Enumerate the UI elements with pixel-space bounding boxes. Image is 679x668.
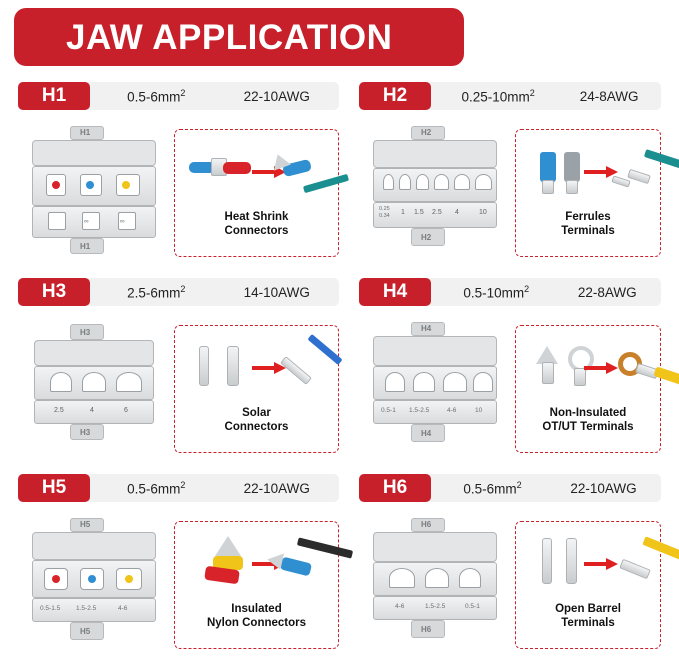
card-header-h1 <box>18 82 339 110</box>
spec-mm-h2: $0.25-10mm^2$ <box>461 87 535 105</box>
spec-awg-h5: 22-10AWG <box>243 480 310 496</box>
application-caption-h2: Ferrules Terminals <box>561 211 615 238</box>
spec-awg-h1: 22-10AWG <box>243 88 310 104</box>
application-art-h6 <box>516 528 660 602</box>
application-caption-h1: Heat Shrink Connectors <box>224 211 289 238</box>
application-art-h2 <box>516 136 660 210</box>
application-caption-h4: Non-Insulated OT/UT Terminals <box>542 407 634 434</box>
card-body-h4 <box>359 310 661 468</box>
die-top-label-h3: H3 <box>80 328 91 337</box>
die-h5: H5 0.5-1.5 1.5-2.5 4-6 H5 <box>26 518 162 652</box>
jaw-card-h6 <box>349 468 671 664</box>
die-h3: H3 2.5 4 6 H3 <box>26 322 162 456</box>
arrow-icon-h6 <box>584 558 618 570</box>
card-header-h4 <box>359 278 661 306</box>
title-banner <box>14 8 464 66</box>
application-box-h3 <box>174 325 339 453</box>
die-bottom-label-h3: H3 <box>80 428 91 437</box>
jaw-card-h1 <box>8 76 349 272</box>
jaw-card-h4 <box>349 272 671 468</box>
jaw-chip-h6: H6 <box>359 474 431 502</box>
jaw-chip-h1: H1 <box>18 82 90 110</box>
die-h1: H1 ∞ ∞ H1 <box>26 126 162 260</box>
die-top-label-h4: H4 <box>421 324 432 333</box>
die-top-label-h6: H6 <box>421 520 432 529</box>
card-header-h3 <box>18 278 339 306</box>
card-body-h5 <box>18 506 339 664</box>
jaw-chip-h5: H5 <box>18 474 90 502</box>
application-art-h5 <box>175 528 338 602</box>
card-body-h2 <box>359 114 661 272</box>
jaw-illustration-h1 <box>18 118 170 268</box>
application-box-h1 <box>174 129 339 257</box>
spec-awg-h6: 22-10AWG <box>570 480 637 496</box>
page-title: JAW APPLICATION <box>66 17 393 57</box>
jaw-illustration-h2 <box>359 118 511 268</box>
jaw-chip-h2: H2 <box>359 82 431 110</box>
die-h4: H4 0.5-1 1.5-2.5 4-6 10 H4 <box>367 322 503 456</box>
jaw-card-h2 <box>349 76 671 272</box>
arrow-icon-h4 <box>584 362 618 374</box>
die-top-label-h2: H2 <box>421 128 432 137</box>
spec-mm-h6: $0.5-6mm^2$ <box>463 479 522 497</box>
die-bottom-label-h1: H1 <box>80 242 91 251</box>
jaw-card-grid <box>8 76 671 664</box>
spec-bar-h2 <box>425 82 661 110</box>
application-box-h2 <box>515 129 661 257</box>
jaw-illustration-h6 <box>359 510 511 660</box>
jaw-chip-h4: H4 <box>359 278 431 306</box>
card-header-h6 <box>359 474 661 502</box>
card-header-h2 <box>359 82 661 110</box>
application-art-h1 <box>175 136 338 210</box>
spec-awg-h3: 14-10AWG <box>243 284 310 300</box>
die-bottom-label-h2: H2 <box>421 233 432 242</box>
die-top-label-h1: H1 <box>80 128 91 137</box>
application-box-h6 <box>515 521 661 649</box>
application-caption-h5: Insulated Nylon Connectors <box>206 603 307 630</box>
spec-bar-h1 <box>84 82 339 110</box>
card-header-h5 <box>18 474 339 502</box>
die-h2: H2 0.25 0.34 1 1.5 2.5 4 10 H2 <box>367 126 503 260</box>
spec-awg-h4: 22-8AWG <box>577 284 637 300</box>
application-caption-h6: Open Barrel Terminals <box>555 603 621 630</box>
jaw-card-h5 <box>8 468 349 664</box>
jaw-illustration-h3 <box>18 314 170 464</box>
jaw-illustration-h4 <box>359 314 511 464</box>
spec-bar-h4 <box>425 278 661 306</box>
application-art-h4 <box>516 332 660 406</box>
card-body-h6 <box>359 506 661 664</box>
die-bottom-label-h5: H5 <box>80 627 91 636</box>
jaw-illustration-h5 <box>18 510 170 660</box>
die-h6: H6 4-6 1.5-2.5 0.5-1 H6 <box>367 518 503 652</box>
spec-mm-h3: $2.5-6mm^2$ <box>127 283 186 301</box>
card-body-h3 <box>18 310 339 468</box>
application-caption-h3: Solar Connectors <box>224 407 289 434</box>
die-bottom-label-h4: H4 <box>421 429 432 438</box>
spec-bar-h5 <box>84 474 339 502</box>
jaw-card-h3 <box>8 272 349 468</box>
spec-bar-h6 <box>425 474 661 502</box>
jaw-chip-h3: H3 <box>18 278 90 306</box>
card-body-h1 <box>18 114 339 272</box>
die-bottom-label-h6: H6 <box>421 625 432 634</box>
spec-mm-h1: $0.5-6mm^2$ <box>127 87 186 105</box>
spec-awg-h2: 24-8AWG <box>579 88 639 104</box>
application-box-h4 <box>515 325 661 453</box>
spec-mm-h5: $0.5-6mm^2$ <box>127 479 186 497</box>
application-box-h5 <box>174 521 339 649</box>
spec-bar-h3 <box>84 278 339 306</box>
spec-mm-h4: $0.5-10mm^2$ <box>463 283 530 301</box>
application-art-h3 <box>175 332 338 406</box>
die-top-label-h5: H5 <box>80 520 91 529</box>
